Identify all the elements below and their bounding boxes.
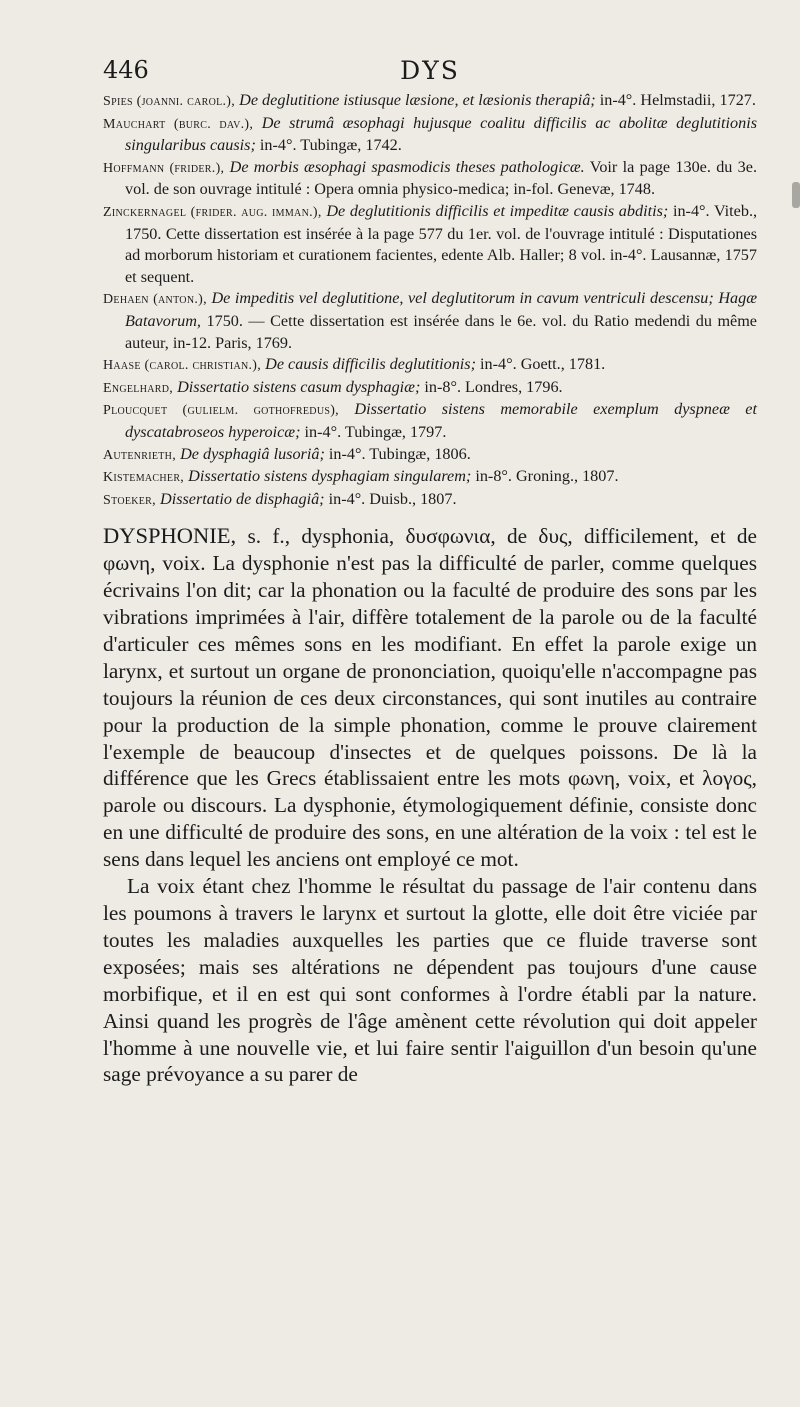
bibliography-entry <box>103 444 757 467</box>
entry-details: in-4°. Duisb., 1807. <box>328 489 457 508</box>
entry-title: De dysphagiâ lusoriâ; <box>180 444 325 463</box>
entry-details: in-4°. Tubingæ, 1806. <box>328 444 471 463</box>
entry-details: Voir la page 130e. du 3e. vol. de son ouvrage intitulé : Opera omnia physico-medica; in-fol. Genevæ, 1748. <box>125 157 757 199</box>
entry-title: Dissertatio de disphagiâ; <box>160 489 325 508</box>
entry-details: in-4°. Goett., 1781. <box>480 355 606 374</box>
entry-title: De deglutitione istiusque læsione, et læsionis therapiâ; <box>239 91 596 109</box>
book-page <box>103 52 757 1088</box>
entry-author: Spies (joanni. carol.), <box>103 94 236 109</box>
entry-details: 1750. — Cette dissertation est insérée dans le 6e. vol. du Ratio medendi du même auteur, in-12. Paris, 1769. <box>125 311 757 352</box>
entry-details: in-4°. Tubingæ, 1797. <box>304 422 447 441</box>
entry-details: in-4°. Viteb., 1750. Cette dissertation est insérée à la page 577 du 1er. vol. de l'ouvrage intitulé : Disputationes ad morborum historiam et curationem facientes, edente Alb. Haller; 8 vol. in-4°. Lausannæ, 1757 et sequent. <box>125 201 758 286</box>
entry-author: Haase (carol. christian.), <box>103 358 262 374</box>
entry-author: Stoeker, <box>103 492 156 508</box>
bibliography-entry <box>103 399 757 443</box>
entry-details: in-4°. Tubingæ, 1742. <box>259 136 402 155</box>
entry-author: Kistemacher, <box>103 470 185 486</box>
page-number: 446 <box>103 56 149 84</box>
bibliography-entry <box>103 377 757 400</box>
bibliography <box>103 90 757 511</box>
entry-details: in-8°. Londres, 1796. <box>424 377 563 396</box>
article-body <box>103 523 757 1088</box>
headword: DYSPHONIE, <box>103 523 237 549</box>
entry-author: Zinckernagel (frider. aug. imman.), <box>103 204 322 220</box>
entry-author: Ploucquet (gulielm. gothofredus), <box>103 403 339 419</box>
bibliography-entry <box>103 466 757 489</box>
entry-title: Dissertatio sistens casum dysphagiæ; <box>177 377 421 396</box>
running-title: DYS <box>400 56 460 85</box>
paragraph-text: La voix étant chez l'homme le résultat du passage de l'air contenu dans les poumons à travers le larynx et surtout la glotte, elle doit être viciée par toutes les maladies auxquelles les parties que ce fluide traverse sont exposées; mais ses altérations ne dépendent pas toujours d'une cause morbifique, et il en est qui sont conformes à l'ordre établi par la nature. Ainsi quand les progrès de l'âge amènent cette révolution qui doit appeler l'homme à une nouvelle vie, et lui faire sentir l'aiguillon d'un besoin qu'une sage prévoyance a su parer de <box>103 874 757 1087</box>
entry-author: Dehaen (anton.), <box>103 292 207 308</box>
bibliography-entry <box>103 354 757 377</box>
paragraph-text: s. f., dysphonia, δυσφωνια, de δυς, difficilement, et de φωνη, voix. La dysphonie n'est pas la difficulté de parler, comme quelques écrivains l'on dit; car la phonation ou la faculté de produire des sons par les vibrations imprimées à l'air, diffère totalement de la parole ou de la faculté d'articuler ces mêmes sons en les modifiant. En effet la parole exige un larynx, et surtout un organe de prononciation, quoiqu'elle n'accompagne pas toujours la réunion de ces deux circonstances, qui sont inutiles au contraire pour la production de la simple phonation, comme le prouve clairement l'exemple de beaucoup d'insectes et de quelques poissons. De là la différence que les Grecs établissaient entre les mots φωνη, voix, et λογος, parole ou discours. La dysphonie, étymologiquement définie, consiste donc en une difficulté de produire des sons, en une altération de la voix : tel est le sens dans lequel les anciens ont employé ce mot. <box>103 524 757 872</box>
bibliography-entry <box>103 489 757 512</box>
entry-details: in-8°. Groning., 1807. <box>475 467 619 486</box>
entry-title: De causis difficilis deglutitionis; <box>265 355 476 374</box>
entry-author: Mauchart (burc. dav.), <box>103 116 254 132</box>
paper-stain <box>792 182 800 208</box>
entry-title: De deglutitionis difficilis et impeditæ causis abditis; <box>326 201 669 220</box>
bibliography-entry <box>103 113 757 157</box>
entry-title: De impeditis vel deglutitione, vel deglutitorum in cavum ventriculi descensu; Hagæ Batavorum, <box>125 289 757 330</box>
entry-author: Engelhard, <box>103 380 174 396</box>
entry-title: Dissertatio sistens memorabile exemplum dyspneæ et dyscatabroseos hyperoicæ; <box>125 400 757 441</box>
article-paragraph <box>103 873 757 1088</box>
bibliography-entry <box>103 288 757 354</box>
entry-title: Dissertatio sistens dysphagiam singularem; <box>188 467 472 486</box>
page-header <box>103 52 757 88</box>
bibliography-entry <box>103 90 757 113</box>
entry-author: Hoffmann (frider.), <box>103 160 225 176</box>
entry-title: De morbis æsophagi spasmodicis theses pathologicæ. <box>229 157 585 176</box>
bibliography-entry <box>103 157 757 201</box>
entry-details: in-4°. Helmstadii, 1727. <box>599 91 756 109</box>
entry-title: De strumâ æsophagi hujusque coalitu difficilis ac abolitæ deglutitionis singularibus causis; <box>125 113 758 155</box>
entry-author: Autenrieth, <box>103 447 177 463</box>
bibliography-entry <box>103 201 757 288</box>
article-paragraph <box>103 523 757 873</box>
